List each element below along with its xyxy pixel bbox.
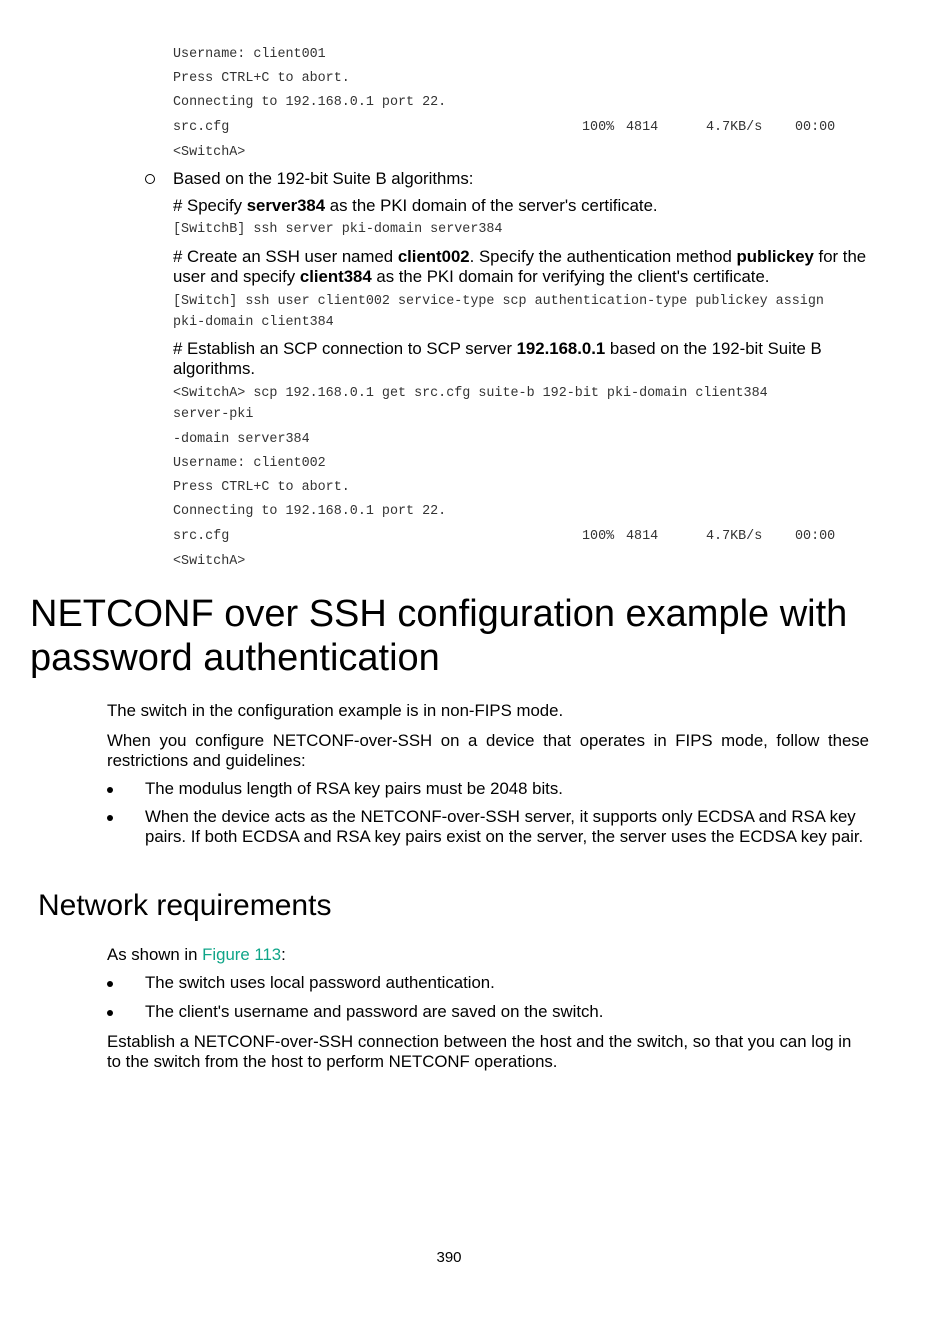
code-line-connecting-2: Connecting to 192.168.0.1 port 22.	[173, 504, 447, 519]
step-specify-server: # Specify server384 as the PKI domain of the server's certificate.	[173, 196, 658, 215]
suite-b-heading: Based on the 192-bit Suite B algorithms:	[173, 169, 474, 188]
code-line-file-2: src.cfg	[173, 529, 230, 544]
bullet-icon	[107, 815, 113, 821]
code-cmd-scp-1: <SwitchA> scp 192.168.0.1 get src.cfg suite-b 192-bit pki-domain client384	[173, 386, 768, 401]
code-progress-size-2: 4814	[626, 529, 659, 544]
code-line-connecting: Connecting to 192.168.0.1 port 22.	[173, 95, 447, 110]
code-progress-pct-2: 100%	[582, 529, 615, 544]
code-line-username-2: Username: client002	[173, 456, 326, 471]
page-number: 390	[436, 1249, 462, 1266]
code-progress-pct: 100%	[582, 120, 615, 135]
bullet-icon	[107, 787, 113, 793]
code-line-abort-2: Press CTRL+C to abort.	[173, 480, 350, 495]
bullet-modulus: The modulus length of RSA key pairs must be 2048 bits.	[145, 779, 563, 798]
hollow-bullet-icon	[145, 174, 155, 184]
step-establish-scp: # Establish an SCP connection to SCP server 192.168.0.1 based on the 192-bit Suite B algorithms.	[173, 339, 822, 378]
bullet-key-pairs: When the device acts as the NETCONF-over-SSH server, it supports only ECDSA and RSA key pairs. If both ECDSA and RSA key pairs exist on the server, the server uses the ECDSA key pair.	[145, 807, 864, 846]
bullet-credentials: The client's username and password are saved on the switch.	[145, 1002, 604, 1021]
code-cmd-pki-domain: [SwitchB] ssh server pki-domain server384	[173, 222, 503, 237]
code-progress-time: 00:00	[795, 120, 836, 135]
code-line-prompt-2: <SwitchA>	[173, 554, 246, 569]
bullet-password-auth: The switch uses local password authentication.	[145, 973, 495, 992]
code-line-username: Username: client001	[173, 47, 326, 62]
intro-restrictions: When you configure NETCONF-over-SSH on a device that operates in FIPS mode, follow these restrictions and guidelines:	[107, 731, 869, 770]
code-progress-time-2: 00:00	[795, 529, 836, 544]
code-cmd-ssh-user-1: [Switch] ssh user client002 service-type scp authentication-type publickey assign	[173, 294, 824, 309]
section-title: NETCONF over SSH configuration example with password authentication	[30, 593, 848, 679]
code-cmd-scp-3: -domain server384	[173, 432, 310, 447]
figure-link[interactable]: Figure 113	[202, 945, 282, 964]
code-progress-rate: 4.7KB/s	[706, 120, 763, 135]
as-shown-line: As shown in Figure 113:	[107, 945, 286, 964]
intro-fips-mode: The switch in the configuration example is in non-FIPS mode.	[107, 701, 564, 720]
code-progress-rate-2: 4.7KB/s	[706, 529, 763, 544]
bullet-icon	[107, 1010, 113, 1016]
closing-paragraph: Establish a NETCONF-over-SSH connection between the host and the switch, so that you can log in to the switch from the host to perform NETCONF operations.	[107, 1032, 852, 1071]
code-line-prompt: <SwitchA>	[173, 145, 246, 160]
code-line-file: src.cfg	[173, 120, 230, 135]
code-cmd-ssh-user-2: pki-domain client384	[173, 315, 334, 330]
code-progress-size: 4814	[626, 120, 659, 135]
network-requirements-title: Network requirements	[38, 889, 332, 922]
code-line-abort: Press CTRL+C to abort.	[173, 71, 350, 86]
bullet-icon	[107, 981, 113, 987]
step-create-user: # Create an SSH user named client002. Specify the authentication method publickey for the user and specify client384 as the PKI domain for verifying the client's certificate.	[173, 247, 867, 286]
code-cmd-scp-2: server-pki	[173, 407, 254, 422]
